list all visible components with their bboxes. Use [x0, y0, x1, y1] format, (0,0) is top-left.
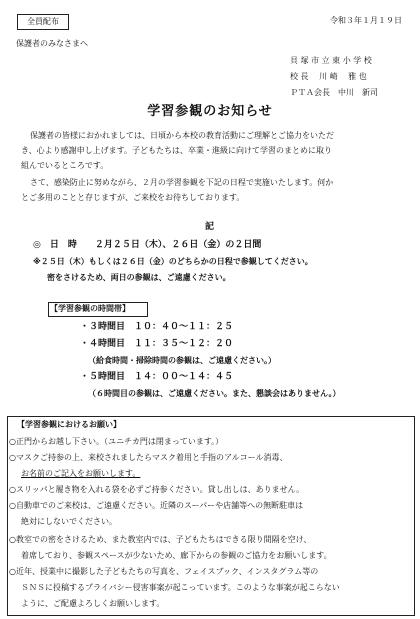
datetime-note-2: 密をさけるため、両日の参観は、ご遠慮ください。 [47, 273, 231, 282]
ki-marker: 記 [205, 222, 215, 232]
pta-chair-name: ＰＴＡ会長 中川 新司 [290, 88, 378, 97]
note-line-8: 着席しており、参観スペースが少ないため、廊下からの参観のご協力をお願いします。 [21, 551, 332, 560]
intro-line-2: き、心より感謝申し上げます。子どもたちは、卒業・進級に向けて学習のまとめに取り [21, 146, 333, 155]
note-line-5: ○自動車でのご来校は、ご遠慮ください。近隣のスーパーや店舗等への無断駐車は [9, 501, 304, 510]
note-line-10: ＳＮＳに投稿するプライバシー侵害事案が起こっています。このような事案が起こらない [21, 583, 340, 592]
addressee: 保護者のみなさまへ [16, 39, 88, 48]
notes-heading: 【学習参観におけるお願い】 [17, 420, 121, 429]
note-line-3: お名前のご記入をお願いします。 [21, 469, 141, 478]
schedule-period-6-note: （６時間目の参観は、ご遠慮ください。また、懇談会はありません。） [88, 389, 341, 398]
note-line-1: ○正門からお越し下さい。（ユニチカ門は閉まっています。） [9, 437, 224, 446]
schedule-period-4: ・４時間目 １１：３５～１２：２０ [80, 339, 234, 349]
issue-date: 令和３年１月１９日 [330, 16, 402, 25]
note-line-11: ように、ご配慮よろしくお願いします。 [21, 599, 165, 608]
schedule-heading: 【学習参観の時間帯】 [50, 304, 130, 313]
note-line-6: 絶対にしないでください。 [21, 517, 117, 526]
schedule-period-3: ・３時間目 １０：４０～１１：２５ [80, 322, 234, 332]
intro-line-4: さて、感染防止に努めながら、２月の学習参観を下記の日程で実施いたします。何か [30, 178, 334, 187]
distribution-stamp: 全員配布 [17, 14, 69, 30]
note-line-4: ○スリッパと履き物を入れる袋を必ずご持参ください。貸し出しは、ありません。 [9, 485, 305, 494]
intro-line-5: とご多用のことと存じますが、ご来校をお待ちしております。 [21, 193, 245, 202]
school-name: 貝 塚 市 立 東 小 学 校 [290, 56, 372, 65]
note-line-7: ○教室での密をさけるため、また教室内では、子どもたちはできる限り間隔を空け、 [9, 535, 312, 544]
intro-line-1: 保護者の皆様におかれましては、日頃から本校の教育活動にご理解とご協力をいただ [30, 131, 334, 140]
principal-name: 校 長 川 崎 雅 也 [290, 72, 367, 81]
datetime-label: ◎ 日 時 ２月２５日（木）、２６日（金）の２日間 [33, 240, 262, 250]
note-line-2: ○マスクご持参の上、来校されましたらマスク着用と手指のアルコール消毒、 [9, 453, 288, 462]
note-line-9: ○近年、授業中に撮影した子どもたちの写真を、フェイスブック、インスタグラム等の [9, 567, 319, 576]
schedule-lunch-note: （給食時間・掃除時間の参観は、ご遠慮ください。） [88, 356, 276, 365]
datetime-note-1: ※２５日（木）もしくは２６日（金）のどちらかの日程で参観してください。 [33, 257, 313, 266]
intro-line-3: 組んでいるところです。 [21, 161, 109, 170]
page-title: 学習参観のお知らせ [147, 104, 273, 119]
schedule-period-5: ・５時間目 １４：００～１４：４５ [80, 372, 234, 382]
